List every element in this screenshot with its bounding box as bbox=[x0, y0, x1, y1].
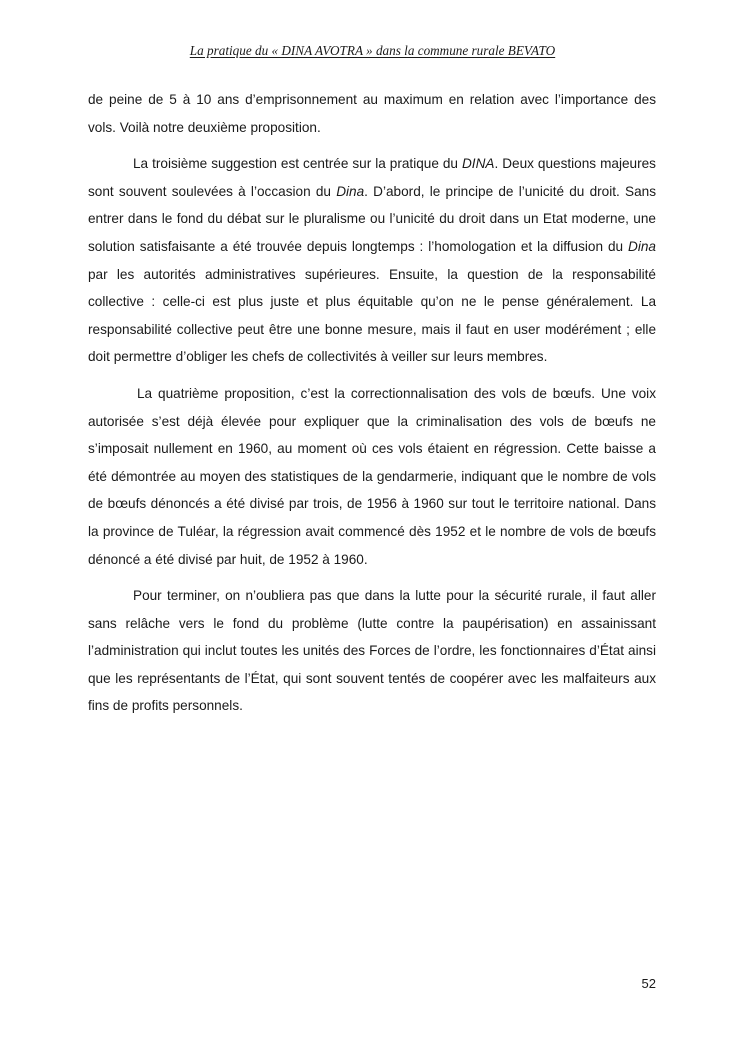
paragraph-text-segment: . D’abord, le principe de l’unicité du droit. Sans entrer dans le fond du débat sur le pluralisme ou l’unicité du droit dans un Etat moderne, une solution satisfaisante a été trouvée depuis longtemps : l’homologation et la diffusion du bbox=[88, 183, 656, 254]
emphasis-dina: Dina bbox=[336, 183, 365, 199]
emphasis-dina: DINA bbox=[461, 156, 495, 172]
paragraph-text-segment: par les autorités administratives supérieures. Ensuite, la question de la responsabilité collective : celle-ci est plus juste et plus équitable qu’on ne le pense généralement. La responsabilité collective peut être une bonne mesure, mais il faut en user modérément ; elle doit permettre d’obliger les chefs de collectivités à veiller sur leurs membres. bbox=[88, 266, 656, 365]
paragraph-text-segment: La troisième suggestion est centrée sur la pratique du bbox=[133, 156, 462, 172]
body-text bbox=[88, 86, 656, 729]
paragraph-text-segment: . Deux questions majeures sont souvent soulevées à l’occasion du bbox=[88, 156, 656, 199]
page-number: 52 bbox=[641, 976, 656, 991]
paragraph-conclusion: Pour terminer, on n’oubliera pas que dans la lutte pour la sécurité rurale, il faut aller sans relâche vers le fond du problème (lutte contre la paupérisation) en assainissant l’administration qui inclut toutes les unités des Forces de l’ordre, les fonctionnaires d’État ainsi que les représentants de l’État, qui sont souvent tentés de coopérer avec les malfaiteurs aux fins de profits personnels. bbox=[88, 588, 656, 714]
paragraph-third-suggestion bbox=[88, 150, 656, 371]
emphasis-dina: Dina bbox=[628, 238, 656, 254]
paragraph-fourth-proposition: La quatrième proposition, c’est la correctionnalisation des vols de bœufs. Une voix autorisée s’est déjà élevée pour expliquer que la criminalisation des vols de bœufs ne s’imposait nullement en 1960, au moment où ces vols étaient en régression. Cette baisse a été démontrée au moyen des statistiques de la gendarmerie, indiquant que le nombre de vols de bœufs dénoncés a été divisé par trois, de 1956 à 1960 sur tout le territoire national. Dans la province de Tuléar, la régression avait commencé dès 1952 et le nombre de vols de bœufs dénoncé a été divisé par huit, de 1952 à 1960. bbox=[88, 385, 656, 567]
running-header bbox=[0, 42, 745, 60]
running-header-title: La pratique du « DINA AVOTRA » dans la commune rurale BEVATO bbox=[189, 43, 556, 58]
paragraph-continuation: de peine de 5 à 10 ans d’emprisonnement au maximum en relation avec l’importance des vols. Voilà notre deuxième proposition. bbox=[88, 92, 656, 135]
